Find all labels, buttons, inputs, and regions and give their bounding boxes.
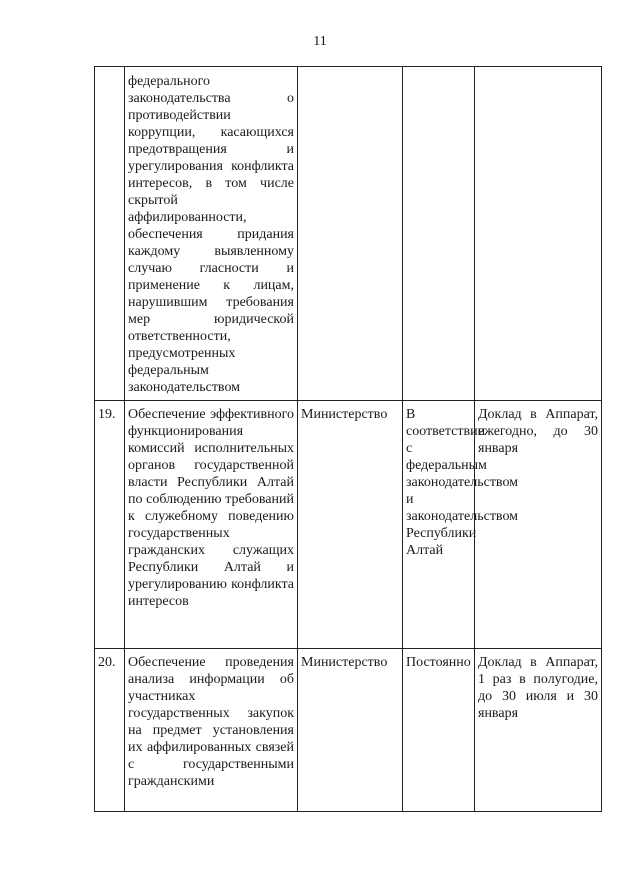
measure-cell: Обеспечение эффективного функционирования комиссий исполнительных органов государственной власти Республики Алтай по соблюдению требований к служебному поведению государственных гражданских служащих Республики Алтай и урегулированию конфликта интересов (125, 401, 298, 649)
row-number: 19. (95, 401, 125, 649)
measures-table (94, 66, 602, 812)
table-row (95, 649, 602, 812)
deadline-cell (403, 67, 475, 401)
deadline-cell: В соответствии с федеральным законодательством и законодательством Республики Алтай (403, 401, 475, 649)
executor-cell: Министерство (298, 401, 403, 649)
table-row (95, 67, 602, 401)
result-cell (475, 67, 602, 401)
row-number: 20. (95, 649, 125, 812)
measure-cell: федерального законодательства о противодействии коррупции, касающихся предотвращения и урегулирования конфликта интересов, в том числе скрытой аффилированности, обеспечения придания каждому выявленному случаю гласности и применение к лицам, нарушившим требования мер юридической ответственности, предусмотренных федеральным законодательством (125, 67, 298, 401)
deadline-cell: Постоянно (403, 649, 475, 812)
result-cell: Доклад в Аппарат, ежегодно, до 30 января (475, 401, 602, 649)
row-number (95, 67, 125, 401)
page-number: 11 (313, 34, 327, 49)
executor-cell: Министерство (298, 649, 403, 812)
executor-cell (298, 67, 403, 401)
result-cell: Доклад в Аппарат, 1 раз в полугодие, до 30 июля и 30 января (475, 649, 602, 812)
measure-cell: Обеспечение проведения анализа информации об участниках государственных закупок на предмет установления их аффилированных связей с государственными гражданскими (125, 649, 298, 812)
table-row (95, 401, 602, 649)
